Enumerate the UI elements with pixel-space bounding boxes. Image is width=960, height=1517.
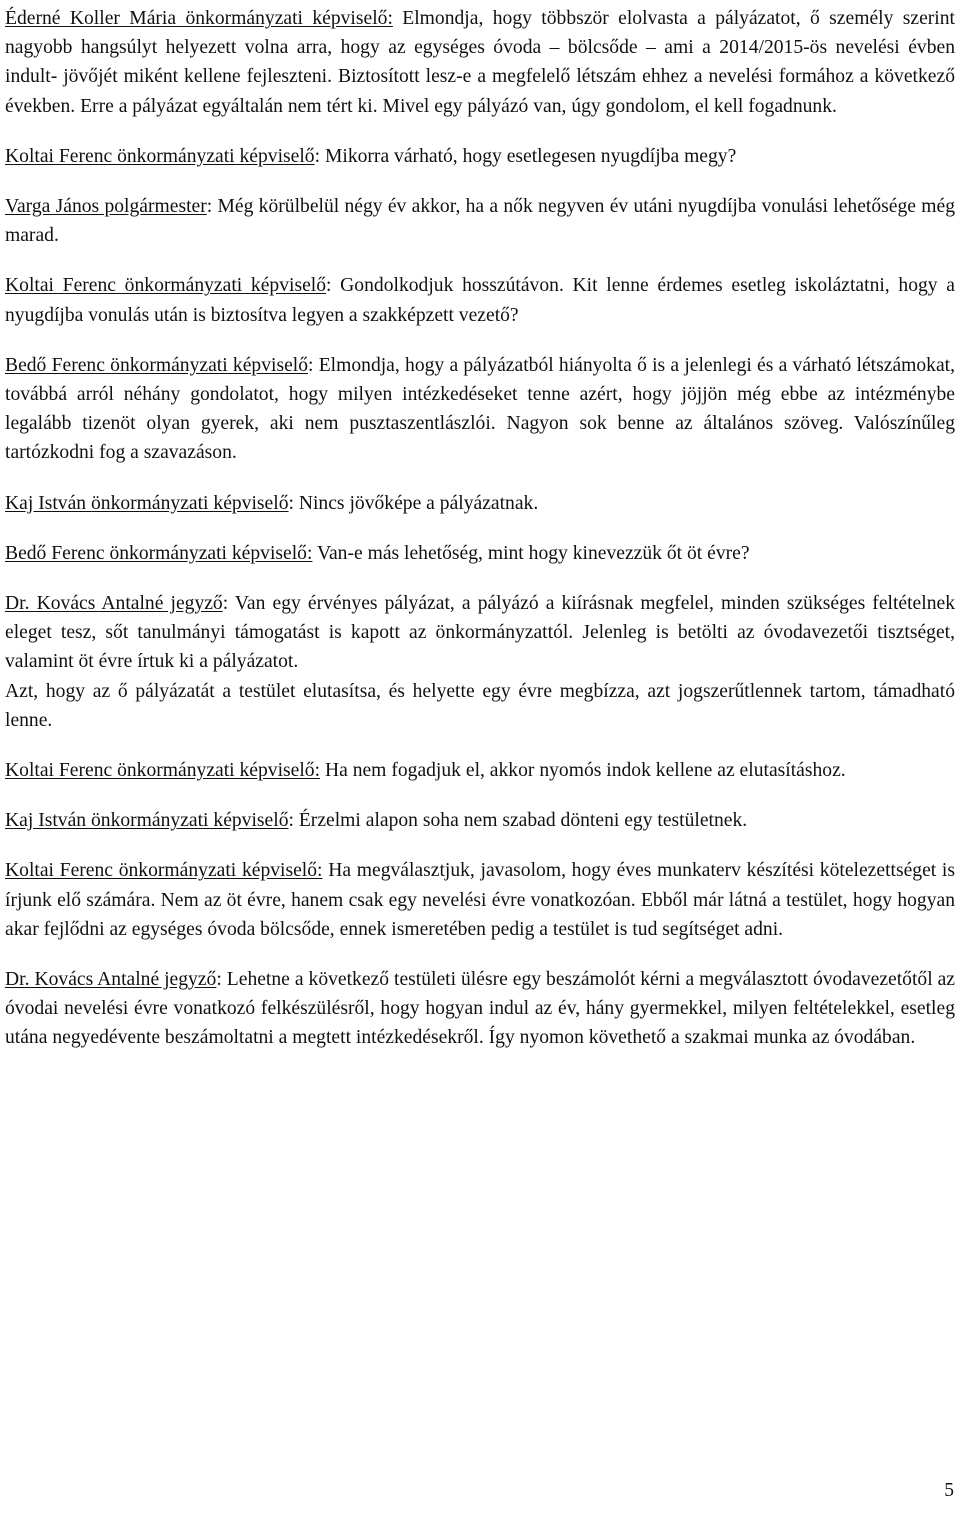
minutes-paragraph bbox=[5, 806, 955, 835]
paragraph-text: Azt, hogy az ő pályázatát a testület elutasítsa, és helyette egy évre megbízza, azt jogszerűtlennek tartom, támadható lenne. bbox=[5, 680, 955, 731]
paragraph-text: : Van egy érvényes pályázat, a pályázó a kiírásnak megfelel, minden szükséges feltételnek eleget tesz, sőt tanulmányi támogatást is kapott az önkormányzattól. Jelenleg is betölti az óvodavezetői tisztséget, valamint öt évre írtuk ki a pályázatot. bbox=[5, 593, 955, 673]
minutes-paragraph bbox=[5, 351, 955, 468]
paragraph-text: : Lehetne a következő testületi ülésre egy beszámolót kérni a megválasztott óvodavezetőtől az óvodai nevelési évre vonatkozó felkészülésről, hogy hogyan indul az év, hány gyermekkel, milyen feltételekkel, esetleg utána negyedévente beszámoltatni a megtett intézkedésekről. Így nyomon követhető a szakmai munka az óvodában. bbox=[5, 969, 956, 1049]
paragraph-text: : Még körülbelül négy év akkor, ha a nők negyven év utáni nyugdíjba vonulási lehetősége még marad. bbox=[5, 196, 955, 247]
page-number: 5 bbox=[944, 1480, 954, 1501]
speaker-name: Kaj István önkormányzati képviselő bbox=[5, 810, 289, 832]
paragraph-text: : Érzelmi alapon soha nem szabad dönteni egy testületnek. bbox=[288, 810, 748, 832]
minutes-paragraph bbox=[5, 4, 955, 121]
speaker-name: Varga János polgármester bbox=[5, 196, 207, 218]
minutes-paragraph bbox=[5, 271, 955, 329]
minutes-paragraph-continuation bbox=[5, 677, 955, 735]
speaker-name: Bedő Ferenc önkormányzati képviselő: bbox=[5, 542, 313, 564]
paragraph-text: Ha megválasztjuk, javasolom, hogy éves munkaterv készítési kötelezettséget is írjunk elő számára. Nem az öt évre, hanem csak egy nevelési évre vonatkozóan. Ebből már látná a testület, hogy hogyan akar fejlődni az egységes óvoda bölcsőde, ennek ismeretében pedig a testület is tud segítséget adni. bbox=[5, 860, 955, 940]
speaker-name: Éderné Koller Mária önkormányzati képviselő: bbox=[5, 8, 393, 29]
paragraph-text: Ha nem fogadjuk el, akkor nyomós indok kellene az elutasításhoz. bbox=[320, 760, 846, 782]
paragraph-text: : Gondolkodjuk hosszútávon. Kit lenne érdemes esetleg iskoláztatni, hogy a nyugdíjba vonulás után is biztosítva legyen a szakképzett vezető? bbox=[5, 275, 955, 326]
minutes-paragraph bbox=[5, 539, 955, 568]
minutes-paragraph bbox=[5, 856, 955, 944]
speaker-name: Kaj István önkormányzati képviselő bbox=[5, 492, 289, 514]
speaker-name: Koltai Ferenc önkormányzati képviselő: bbox=[5, 860, 323, 882]
speaker-name: Dr. Kovács Antalné jegyző bbox=[5, 969, 217, 991]
speaker-name: Koltai Ferenc önkormányzati képviselő bbox=[5, 275, 327, 297]
speaker-name: Koltai Ferenc önkormányzati képviselő: bbox=[5, 760, 321, 782]
paragraph-text: Van-e más lehetőség, mint hogy kinevezzük őt öt évre? bbox=[312, 542, 750, 564]
minutes-paragraph bbox=[5, 965, 955, 1053]
speaker-name: Koltai Ferenc önkormányzati képviselő bbox=[5, 145, 315, 167]
paragraph-text: : Nincs jövőképe a pályázatnak. bbox=[288, 492, 539, 514]
speaker-name: Bedő Ferenc önkormányzati képviselő bbox=[5, 354, 309, 376]
paragraph-text: : Elmondja, hogy a pályázatból hiányolta ő is a jelenlegi és a várható létszámokat, továbbá arról néhány gondolatot, hogy milyen intézkedéseket tenne azért, hogy jöjjön még ebbe az intézménybe legalább tizenöt olyan gyerek, aki nem pusztaszentlászlói. Nagyon sok benne az általános szöveg. Valószínűleg tartózkodni fog a szavazáson. bbox=[5, 354, 956, 464]
minutes-paragraph bbox=[5, 489, 955, 518]
minutes-paragraph bbox=[5, 589, 955, 677]
document-page bbox=[5, 4, 955, 1074]
paragraph-text: Elmondja, hogy többször elolvasta a pályázatot, ő személy szerint nagyobb hangsúlyt helyezett volna arra, hogy az egységes óvoda – bölcsőde – ami a 2014/2015-ös nevelési évben indult- jövőjét miként kellene fejleszteni. Biztosított lesz-e a megfelelő létszám ehhez a nevelési formához a következő években. Erre a pályázat egyáltalán nem tért ki. Mivel egy pályázó van, úgy gondolom, el kell fogadnunk. bbox=[5, 8, 955, 117]
speaker-name: Dr. Kovács Antalné jegyző bbox=[5, 593, 223, 615]
minutes-paragraph bbox=[5, 756, 955, 785]
minutes-paragraph bbox=[5, 192, 955, 250]
paragraph-text: : Mikorra várható, hogy esetlegesen nyugdíjba megy? bbox=[314, 145, 737, 167]
minutes-paragraph bbox=[5, 142, 955, 171]
